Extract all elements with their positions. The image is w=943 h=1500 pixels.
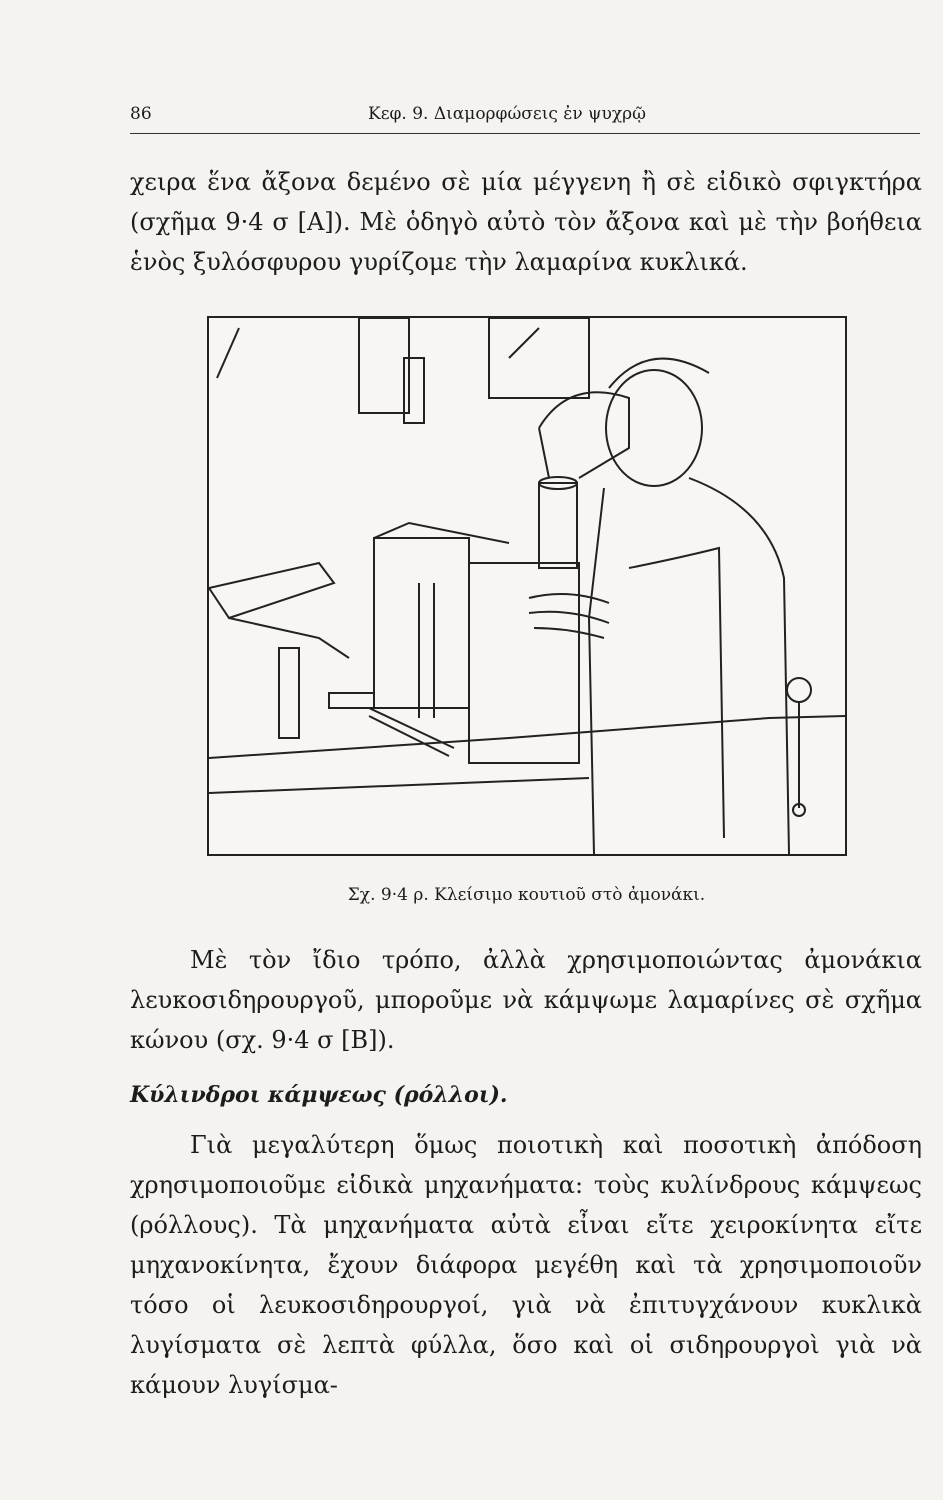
caption-text: Σχ. 9·4 ρ. Κλείσιμο κουτιοῦ στὸ ἀμονάκι.	[347, 885, 706, 905]
paragraph-1: χειρα ἕνα ἄξονα δεμένο σὲ μία μέγγενη ἢ σὲ εἰδικὸ σφιγκτήρα (σχῆμα 9·4 σ [A]). Μὲ ὁδηγὸ αὐτὸ τὸν ἄξονα καὶ μὲ τὴν βοήθεια ἑνὸς ξυλόσφυρου γυρίζομε τὴν λαμαρίνα κυκλικά.	[130, 168, 922, 276]
paragraph-2: Μὲ τὸν ἴδιο τρόπο, ἀλλὰ χρησιμοποιώντας ἀμονάκια λευκοσιδηρουργοῦ, μποροῦμε νὰ κάμψωμε λαμαρίνες σὲ σχῆμα κώνου (σχ. 9·4 σ [B]).	[130, 946, 922, 1054]
paragraph-3: Γιὰ μεγαλύτερη ὅμως ποιοτικὴ καὶ ποσοτικὴ ἀπόδοση χρησιμοποιοῦμε εἰδικὰ μηχανήματα: τοὺς κυλίνδρους κάμψεως (ρόλλους). Τὰ μηχανήματα αὐτὰ εἶναι εἴτε χειροκίνητα εἴτε μηχανοκίνητα, ἔχουν διάφορα μεγέθη καὶ τὰ χρησιμοποιοῦν τόσο οἱ λευκοσιδηρουργοί, γιὰ νὰ ἐπιτυγχάνουν κυκλικὰ λυγίσματα σὲ λεπτὰ φύλλα, ὅσο καὶ οἱ σιδηρουργοὶ γιὰ νὰ κάμουν λυγίσμα-	[130, 1131, 922, 1399]
running-title: Κεφ. 9. Διαμορφώσεις ἐν ψυχρῷ	[368, 104, 646, 124]
page-header	[130, 104, 920, 124]
figure-drawing	[209, 318, 845, 854]
page-number: 86	[130, 104, 152, 124]
section-heading: Κύλινδροι κάμψεως (ρόλλοι).	[130, 1082, 508, 1108]
figure-illustration	[207, 316, 847, 856]
header-rule	[130, 133, 920, 134]
figure-caption	[0, 885, 943, 905]
